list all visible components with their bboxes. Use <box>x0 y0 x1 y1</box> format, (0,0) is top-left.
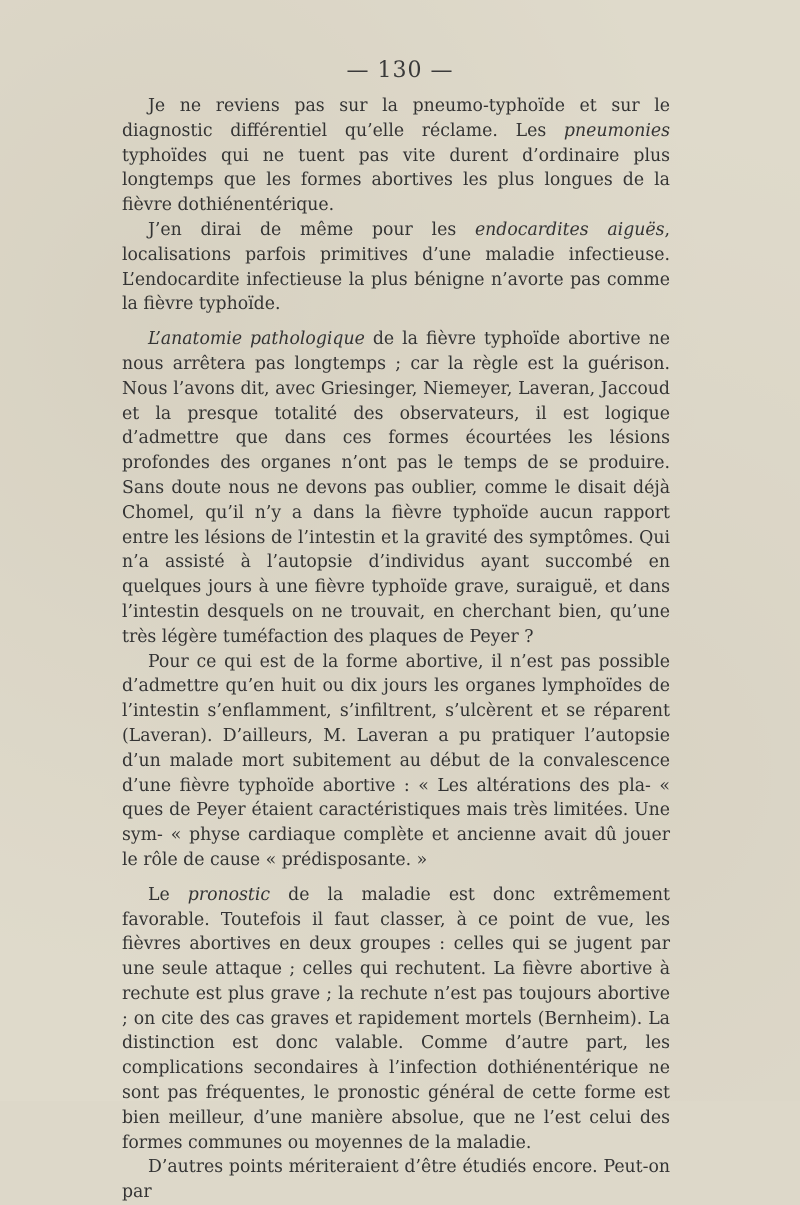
text-run: Le <box>148 884 188 905</box>
italic-text: pronostic <box>187 884 271 905</box>
paragraph <box>122 218 670 317</box>
page-number: — 130 — <box>346 58 454 83</box>
text-run: J’en dirai de même pour les <box>148 219 475 240</box>
text-run: D’autres points mériteraient d’être étudiés encore. Peut-on par <box>122 1157 670 1203</box>
paragraph <box>122 1155 670 1205</box>
text-run: Je ne reviens pas sur la pneumo-typhoïde et sur le diagnostic différentiel qu’elle réclame. Les <box>122 96 670 141</box>
text-run: de la maladie est donc extrêmement favorable. Toutefois il faut classer, à ce point de vue, les fièvres abortives en deux groupes : celles qui se jugent par une seule attaque ; celles qui rechutent. La fièvre abortive à rechute est plus grave ; la rechute n’est pas toujours abortive ; on cite des cas graves et rapidement mortels (Bernheim). La distinction est donc valable. Comme d’autre part, les complications secondaires à l’infection dothiénentérique ne sont pas fréquentes, le pronostic général de cette forme est bien meilleur, d’une manière absolue, que ne l’est celui des formes communes ou moyennes de la maladie. <box>122 884 670 1153</box>
italic-text: pneumonies <box>563 120 670 141</box>
paragraph <box>122 94 670 218</box>
text-run: typhoïdes qui ne tuent pas vite durent d’ordinaire plus longtemps que les formes abortives les plus longues de la fièvre dothiénentérique. <box>122 145 670 216</box>
italic-text: endocardites aiguës <box>474 219 665 240</box>
paragraph <box>122 650 670 873</box>
paragraph <box>122 327 670 649</box>
paragraph <box>122 883 670 1156</box>
text-run: de la fièvre typhoïde abortive ne nous arrêtera pas longtemps ; car la règle est la guérison. Nous l’avons dit, avec Griesinger, Niemeyer, Laveran, Jaccoud et la presque totalité des observateurs, il est logique d’admettre que dans ces formes écourtées les lésions profondes des organes n’ont pas le temps de se produire. Sans doute nous ne devons pas oublier, comme le disait déjà Chomel, qu’il n’y a dans la fièvre typhoïde aucun rapport entre les lésions de l’intestin et la gravité des symptômes. Qui n’a assisté à l’autopsie d’individus ayant succombé en quelques jours à une fièvre typhoïde grave, suraiguë, et dans l’intestin desquels on ne trouvait, en cherchant bien, qu’une très légère tuméfaction des plaques de Peyer ? <box>122 329 670 647</box>
text-run: Pour ce qui est de la forme abortive, il n’est pas possible d’admettre qu’en huit ou dix jours les organes lymphoïdes de l’intestin s’enflamment, s’infiltrent, s’ulcèrent et se réparent (Laveran). D’ailleurs, M. Laveran a pu pratiquer l’autopsie d’un malade mort subitement au début de la convalescence d’une fièvre typhoïde abortive : « Les altérations des pla- « ques de Peyer étaient caractéristiques mais très limitées. Une sym- « physe cardiaque complète et ancienne avait dû jouer le rôle de cause « prédisposante. » <box>122 651 670 870</box>
italic-text: L’anatomie pathologique <box>148 329 365 350</box>
page-text <box>122 94 670 1205</box>
text-run: , localisations parfois primitives d’une maladie infectieuse. L’endocardite infectieuse la plus bénigne n’avorte pas comme la fièvre typhoïde. <box>122 219 670 315</box>
